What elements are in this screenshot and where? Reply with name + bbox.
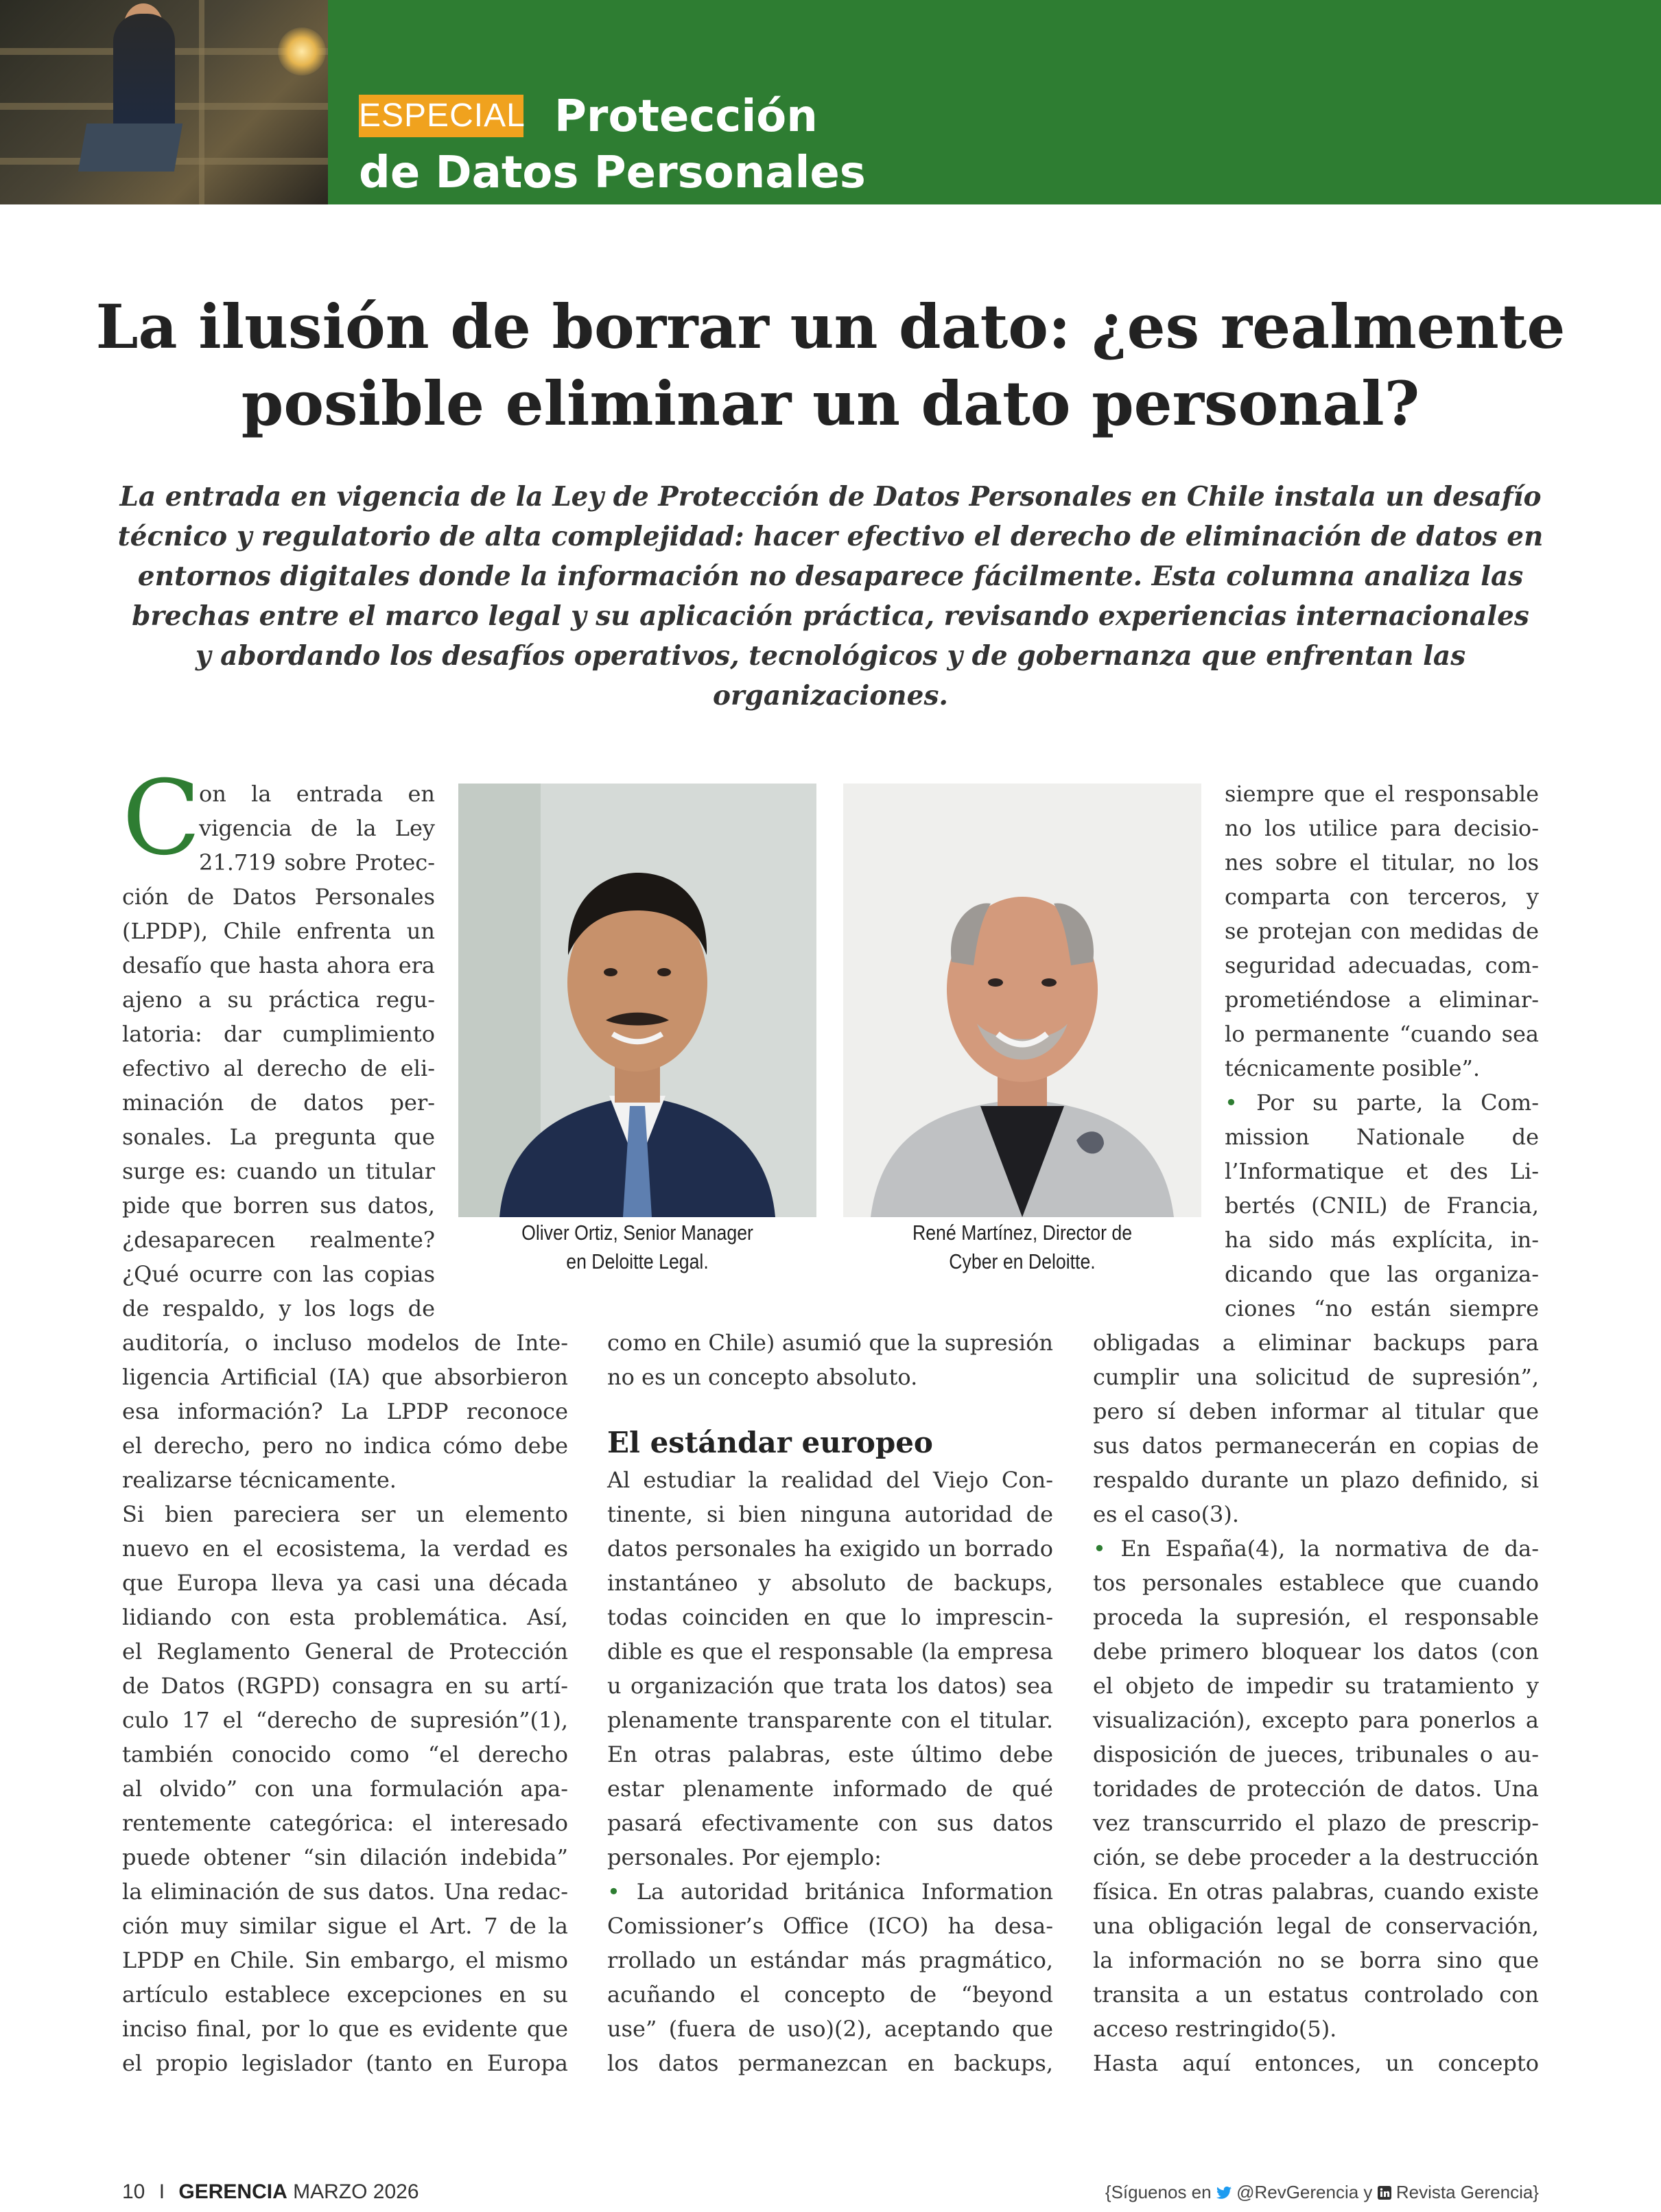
caption-rene-martinez	[869, 1219, 1177, 1276]
body-line: rentemente categórica: el interesado	[122, 1810, 568, 1836]
body-line: surge es: cuando un titular	[122, 1158, 435, 1184]
body-line: los datos permanezcan en backups,	[607, 2050, 1053, 2076]
body-line: minación de datos per-	[122, 1090, 435, 1116]
column2-top	[607, 1326, 1053, 1394]
body-line: la eliminación de sus datos. Una redac-	[122, 1879, 568, 1905]
caption-line: en Deloitte Legal.	[566, 1249, 709, 1273]
body-line: el derecho, pero no indica cómo debe	[122, 1433, 568, 1459]
body-line: vez transcurrido el plazo de prescrip-	[1093, 1810, 1539, 1836]
caption-line: René Martínez, Director de	[912, 1221, 1133, 1245]
bullet-mark: •	[1225, 1090, 1238, 1116]
body-line: sonales. La pregunta que	[122, 1124, 435, 1150]
body-line: ción, se debe proceder a la destrucción	[1093, 1844, 1539, 1870]
body-line: latoria: dar cumplimiento	[122, 1021, 435, 1047]
body-line: una obligación legal de conservación,	[1093, 1913, 1539, 1939]
section-banner	[0, 0, 1661, 204]
body-line: física. En otras palabras, cuando existe	[1093, 1879, 1539, 1905]
linkedin-name[interactable]: Revista Gerencia}	[1395, 2182, 1539, 2202]
body-line: al olvido” con una formulación apa-	[122, 1776, 568, 1802]
body-line: proceda la supresión, el responsable	[1093, 1604, 1539, 1630]
body-line: u organización que trata los datos) sea	[607, 1673, 1053, 1699]
body-line: ha sido más explícita, in-	[1225, 1227, 1539, 1253]
body-line: comparta con terceros, y	[1225, 884, 1539, 910]
page-number: 10	[122, 2180, 145, 2203]
body-line: también conocido como “el derecho	[122, 1741, 568, 1767]
body-line: personales. Por ejemplo:	[607, 1844, 882, 1870]
body-line: mission Nationale de	[1225, 1124, 1539, 1150]
body-line: tos personales establece que cuando	[1093, 1570, 1539, 1596]
body-line: de Datos (RGPD) consagra en su artí-	[122, 1673, 568, 1699]
banner-title-line1: Protección	[554, 91, 818, 142]
body-line: Hasta aquí entonces, un concepto	[1093, 2050, 1539, 2076]
caption-oliver-ortiz	[484, 1219, 792, 1276]
body-line: técnicamente posible”.	[1225, 1055, 1481, 1081]
caption-line: Cyber en Deloitte.	[949, 1249, 1096, 1273]
page-footer-left	[122, 2180, 419, 2204]
column1-top	[122, 777, 435, 1326]
headline-line: posible eliminar un dato personal?	[241, 368, 1420, 439]
body-line: En otras palabras, este último debe	[607, 1741, 1053, 1767]
body-line: on la entrada en	[199, 781, 435, 807]
portrait-rene-martinez	[843, 784, 1201, 1217]
twitter-handle[interactable]: @RevGerencia y	[1236, 2182, 1373, 2202]
body-line: datos personales ha exigido un borrado	[607, 1536, 1053, 1562]
twitter-icon[interactable]	[1216, 2181, 1232, 2206]
body-line: lo permanente “cuando sea	[1225, 1021, 1539, 1047]
body-line: el objeto de impedir su tratamiento y	[1093, 1673, 1539, 1699]
body-line: no los utilice para decisio-	[1225, 815, 1539, 841]
body-line: puede obtener “sin dilación indebida”	[122, 1844, 568, 1870]
body-line: prometiéndose a eliminar-	[1225, 987, 1539, 1013]
drop-cap: C	[122, 759, 201, 878]
body-line: sus datos permanecerán en copias de	[1093, 1433, 1539, 1459]
portrait-rene-martinez-illustration	[843, 784, 1201, 1217]
body-line: ligencia Artificial (IA) que absorbieron	[122, 1364, 568, 1390]
body-line: respaldo durante un plazo definido, si	[1093, 1467, 1539, 1493]
body-line: dicando que las organiza-	[1225, 1261, 1539, 1287]
body-line: lidiando con esta problemática. Así,	[122, 1604, 568, 1630]
dek-line: y abordando los desafíos operativos, tecnológicos y de gobernanza que enfrentan las	[195, 640, 1466, 672]
body-line: cumplir una solicitud de supresión”,	[1093, 1364, 1539, 1390]
dek-line: organizaciones.	[713, 680, 948, 711]
body-line: plenamente transparente con el titular.	[607, 1707, 1053, 1733]
page-footer-right	[1105, 2180, 1539, 2206]
body-line: realizarse técnicamente.	[122, 1467, 397, 1493]
body-line: todas coinciden en que lo imprescin-	[607, 1604, 1053, 1630]
body-line: siempre que el responsable	[1225, 781, 1539, 807]
bullet-line: • Por su parte, la Com-	[1225, 1090, 1539, 1116]
especial-tag: ESPECIAL	[359, 95, 523, 137]
body-line: auditoría, o incluso modelos de Inte-	[122, 1330, 568, 1356]
body-line: bertés (CNIL) de Francia,	[1225, 1192, 1539, 1219]
article-dek	[103, 477, 1558, 716]
body-line: no es un concepto absoluto.	[607, 1364, 918, 1390]
body-line: culo 17 el “derecho de supresión”(1),	[122, 1707, 568, 1733]
body-line: instantáneo y absoluto de backups,	[607, 1570, 1053, 1596]
body-line: desafío que hasta ahora era	[122, 952, 435, 978]
bullet-line: • La autoridad británica Information	[607, 1879, 1053, 1905]
portrait-oliver-ortiz	[458, 784, 816, 1217]
body-line: vigencia de la Ley	[199, 815, 435, 841]
body-line: nes sobre el titular, no los	[1225, 849, 1539, 875]
body-line: se protejan con medidas de	[1225, 918, 1539, 944]
body-line: pide que borren sus datos,	[122, 1192, 435, 1219]
dek-line: La entrada en vigencia de la Ley de Protección de Datos Personales en Chile instala un desafío	[119, 481, 1542, 513]
body-line: LPDP en Chile. Sin embargo, el mismo	[122, 1947, 568, 1973]
linkedin-icon[interactable]	[1378, 2181, 1391, 2206]
body-line: use” (fuera de uso)(2), aceptando que	[607, 2016, 1053, 2042]
issue-date: MARZO 2026	[293, 2180, 419, 2203]
column2-body	[607, 1463, 1053, 2080]
article-headline	[69, 288, 1592, 442]
dek-line: entornos digitales donde la información no desaparece fácilmente. Esta columna analiza las	[137, 561, 1524, 592]
body-line: ¿Qué ocurre con las copias	[122, 1261, 435, 1287]
magazine-name: GERENCIA	[178, 2180, 287, 2203]
lamp-light	[278, 27, 326, 75]
body-line: es el caso(3).	[1093, 1501, 1240, 1527]
body-line: obligadas a eliminar backups para	[1093, 1330, 1539, 1356]
dek-line: brechas entre el marco legal y su aplicación práctica, revisando experiencias internacionales	[132, 600, 1529, 632]
body-line: ciones “no están siempre	[1225, 1295, 1539, 1321]
body-line: ¿desaparecen realmente?	[122, 1227, 435, 1253]
column3-top	[1225, 777, 1539, 1326]
body-line: seguridad adecuadas, com-	[1225, 952, 1539, 978]
body-line: Comissioner’s Office (ICO) ha desa-	[607, 1913, 1053, 1939]
bullet-mark: •	[1093, 1536, 1106, 1562]
section-subhead: El estándar europeo	[607, 1426, 933, 1459]
body-line: que Europa lleva ya casi una década	[122, 1570, 568, 1596]
column1-bottom	[122, 1326, 568, 2080]
body-line: el propio legislador (tanto en Europa	[122, 2050, 568, 2076]
body-line: l’Informatique et des Li-	[1225, 1158, 1539, 1184]
body-line: efectivo al derecho de eli-	[122, 1055, 435, 1081]
body-line: toridades de protección de datos. Una	[1093, 1776, 1539, 1802]
body-line: debe primero bloquear los datos (con	[1093, 1638, 1539, 1664]
body-line: 21.719 sobre Protec-	[199, 849, 435, 875]
body-line: la información no se borra sino que	[1093, 1947, 1539, 1973]
body-line: artículo establece excepciones en su	[122, 1981, 568, 2008]
bullet-mark: •	[607, 1879, 620, 1905]
body-line: ción de Datos Personales	[122, 884, 435, 910]
body-line: (LPDP), Chile enfrenta un	[122, 918, 435, 944]
body-line: acceso restringido(5).	[1093, 2016, 1337, 2042]
body-line: ajeno a su práctica regu-	[122, 987, 435, 1013]
body-line: estar plenamente informado de qué	[607, 1776, 1053, 1802]
portrait-oliver-ortiz-illustration	[458, 784, 816, 1217]
body-line: como en Chile) asumió que la supresión	[607, 1330, 1053, 1356]
body-line: ción muy similar sigue el Art. 7 de la	[122, 1913, 568, 1939]
dek-line: técnico y regulatorio de alta complejidad: hacer efectivo el derecho de eliminación de datos en	[117, 521, 1544, 552]
headline-line: La ilusión de borrar un dato: ¿es realmente	[95, 291, 1566, 362]
body-line: acuñando el concepto de “beyond	[607, 1981, 1053, 2008]
body-line: pasará efectivamente con sus datos	[607, 1810, 1053, 1836]
body-line: tinente, si bien ninguna autoridad de	[607, 1501, 1053, 1527]
body-line: nuevo en el ecosistema, la verdad es	[122, 1536, 568, 1562]
body-line: rrollado un estándar más pragmático,	[607, 1947, 1053, 1973]
body-line: Al estudiar la realidad del Viejo Con-	[607, 1467, 1053, 1493]
body-line: dible es que el responsable (la empresa	[607, 1638, 1053, 1664]
body-line: de respaldo, y los logs de	[122, 1295, 435, 1321]
banner-title-line2: de Datos Personales	[359, 148, 866, 198]
column3-bottom	[1093, 1326, 1539, 2080]
body-line: esa información? La LPDP reconoce	[122, 1398, 568, 1424]
body-line: Si bien pareciera ser un elemento	[122, 1501, 568, 1527]
follow-prefix: {Síguenos en	[1105, 2182, 1212, 2202]
caption-line: Oliver Ortiz, Senior Manager	[521, 1221, 753, 1245]
body-line: disposición de jueces, tribunales o au-	[1093, 1741, 1539, 1767]
body-line: inciso final, por lo que es evidente que	[122, 2016, 568, 2042]
bullet-line: • En España(4), la normativa de da-	[1093, 1536, 1539, 1562]
body-line: transita a un estatus controlado con	[1093, 1981, 1539, 2008]
body-line: el Reglamento General de Protección	[122, 1638, 568, 1664]
hero-image	[0, 0, 328, 204]
body-line: pero sí deben informar al titular que	[1093, 1398, 1539, 1424]
footer-separator: I	[158, 2180, 165, 2203]
body-line: visualización), excepto para ponerlos a	[1093, 1707, 1539, 1733]
